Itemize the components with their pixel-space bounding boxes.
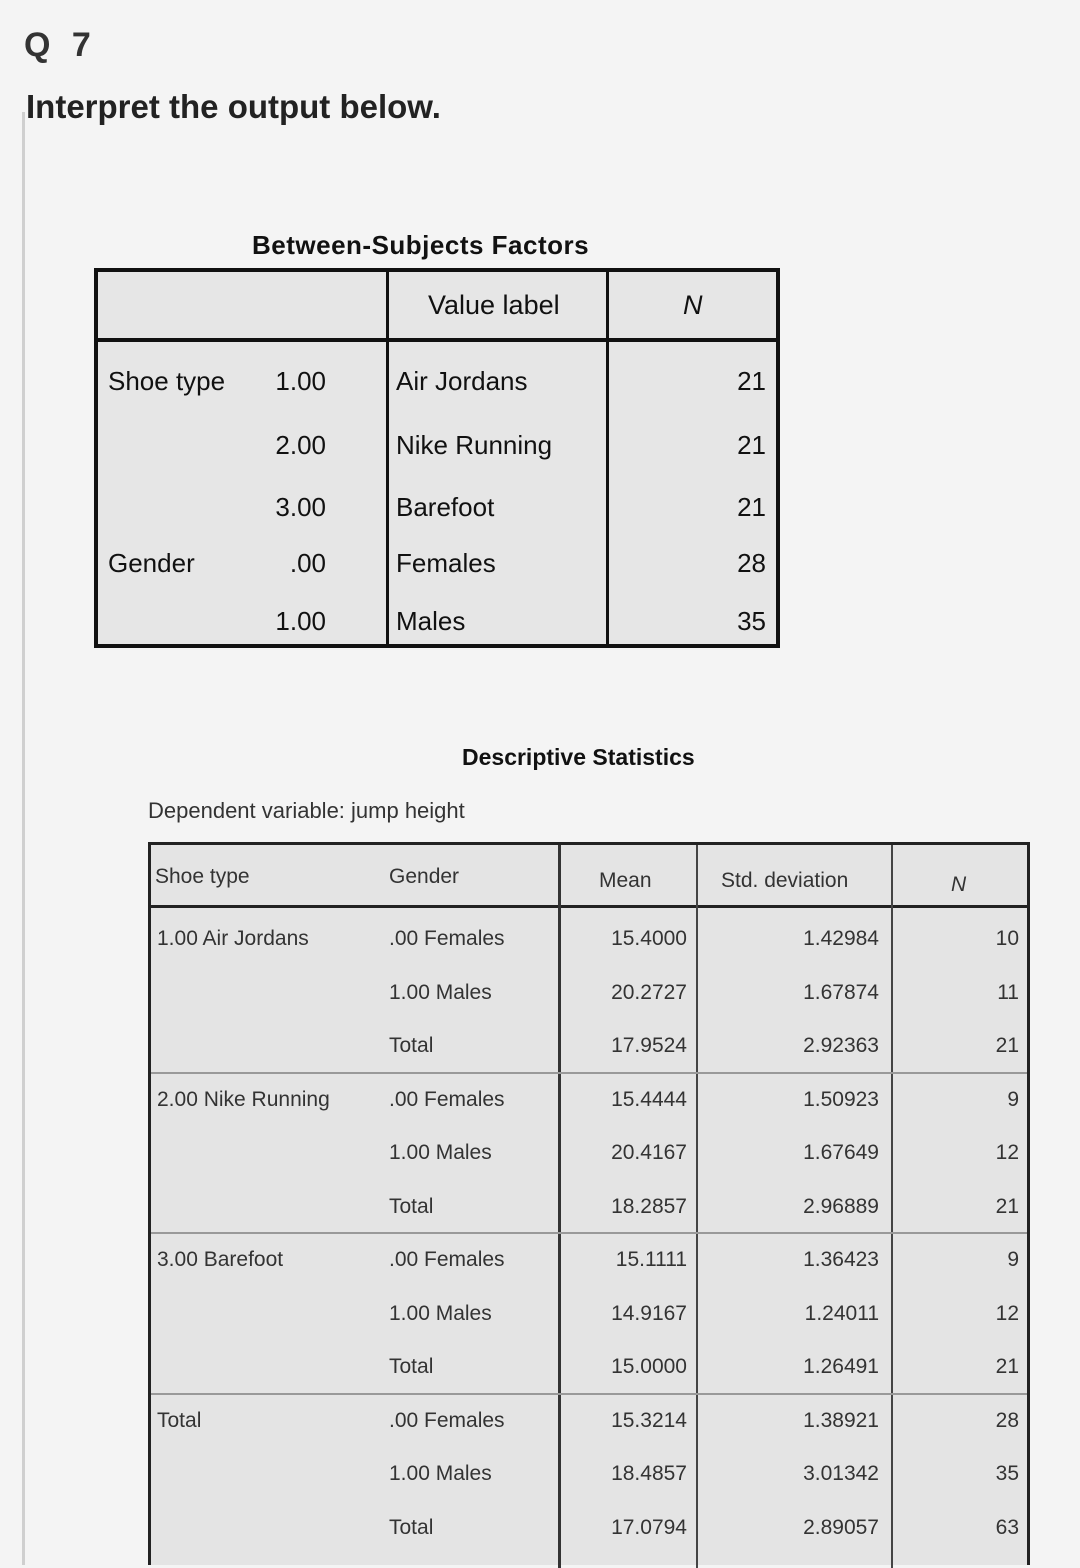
mean-cell: 20.4167 [611, 1141, 687, 1164]
gender-cell: Total [389, 1515, 434, 1539]
value-label: Barefoot [396, 492, 495, 522]
mean-cell: 15.1111 [615, 1248, 687, 1271]
n-cell: 10 [995, 927, 1019, 950]
std-deviation-cell: 1.26491 [803, 1355, 879, 1378]
std-deviation-cell: 2.89057 [803, 1515, 879, 1539]
mean-cell: 15.4444 [611, 1087, 687, 1111]
std-deviation-cell: 1.67649 [803, 1141, 879, 1164]
level-value: 2.00 [275, 430, 326, 460]
level-value: 1.00 [275, 606, 326, 636]
std-deviation-cell: 1.67874 [803, 980, 879, 1004]
column-divider [891, 845, 893, 1568]
value-label: Air Jordans [396, 366, 528, 396]
header-n: N [951, 873, 967, 896]
shoe-type-cell: 1.00 Air Jordans [157, 927, 309, 950]
std-deviation-cell: 1.24011 [804, 1301, 879, 1325]
std-deviation-cell: 1.50923 [803, 1087, 879, 1111]
header-value-label: Value label [428, 290, 560, 320]
gender-cell: .00 Females [389, 1408, 505, 1432]
group-divider [151, 1232, 1027, 1234]
shoe-type-cell: 2.00 Nike Running [157, 1087, 330, 1111]
std-deviation-cell: 2.92363 [803, 1034, 879, 1057]
std-deviation-cell: 3.01342 [803, 1462, 879, 1485]
header-rule [151, 905, 1027, 908]
descriptives-title: Descriptive Statistics [462, 744, 695, 770]
group-divider [151, 1072, 1027, 1074]
n-cell: 21 [995, 1034, 1019, 1057]
n-cell: 11 [997, 980, 1019, 1004]
mean-cell: 15.3214 [611, 1408, 687, 1432]
std-deviation-cell: 2.96889 [803, 1194, 879, 1218]
gender-cell: .00 Females [389, 1248, 505, 1271]
between-subjects-table [94, 268, 780, 648]
column-divider [606, 272, 609, 644]
gender-cell: Total [389, 1355, 434, 1378]
mean-cell: 14.9167 [611, 1301, 687, 1325]
header-n: N [683, 290, 703, 320]
gender-cell: Total [389, 1034, 434, 1057]
mean-cell: 15.4000 [611, 927, 687, 950]
std-deviation-cell: 1.38921 [803, 1408, 879, 1432]
gender-cell: 1.00 Males [389, 980, 492, 1004]
gender-cell: 1.00 Males [389, 1462, 492, 1485]
mean-cell: 15.0000 [611, 1355, 687, 1378]
header-std-deviation: Std. deviation [721, 869, 849, 892]
value-label: Males [396, 606, 466, 636]
level-value: .00 [289, 548, 326, 578]
header-shoe-type: Shoe type [155, 865, 250, 888]
n-value: 21 [737, 492, 766, 522]
header-mean: Mean [599, 869, 652, 892]
n-cell: 35 [995, 1462, 1019, 1485]
mean-cell: 17.9524 [611, 1034, 687, 1057]
factor-label: Shoe type [108, 366, 226, 396]
gender-cell: .00 Females [389, 927, 505, 950]
shoe-type-cell: 3.00 Barefoot [157, 1248, 284, 1271]
n-cell: 21 [995, 1355, 1019, 1378]
column-divider [696, 845, 698, 1568]
n-cell: 12 [995, 1301, 1019, 1325]
mean-cell: 18.2857 [611, 1194, 687, 1218]
gender-cell: 1.00 Males [389, 1301, 492, 1325]
n-cell: 63 [995, 1515, 1019, 1539]
level-value: 1.00 [275, 366, 326, 396]
factor-label: Gender [108, 548, 195, 578]
std-deviation-cell: 1.42984 [803, 927, 879, 950]
header-gender: Gender [389, 865, 460, 888]
question-prompt: Interpret the output below. [26, 88, 441, 125]
between-subjects-title: Between-Subjects Factors [252, 230, 590, 260]
n-value: 35 [737, 606, 766, 636]
gender-cell: .00 Females [389, 1087, 505, 1111]
question-number: Q 7 [24, 26, 97, 64]
mean-cell: 18.4857 [611, 1462, 687, 1485]
mean-cell: 20.2727 [611, 980, 687, 1004]
dependent-variable-label: Dependent variable: jump height [148, 798, 465, 823]
n-value: 21 [737, 366, 766, 396]
gender-cell: Total [389, 1194, 434, 1218]
n-cell: 12 [995, 1141, 1019, 1164]
n-cell: 28 [995, 1408, 1019, 1432]
value-label: Females [396, 548, 496, 578]
mean-cell: 17.0794 [611, 1515, 687, 1539]
std-deviation-cell: 1.36423 [803, 1248, 879, 1271]
n-cell: 9 [1007, 1248, 1019, 1271]
n-value: 21 [737, 430, 766, 460]
value-label: Nike Running [396, 430, 553, 460]
level-value: 3.00 [275, 492, 326, 522]
descriptives-table [148, 842, 1030, 1565]
shoe-type-cell: Total [157, 1408, 202, 1432]
group-divider [151, 1393, 1027, 1395]
column-divider [558, 845, 561, 1568]
n-value: 28 [737, 548, 766, 578]
n-cell: 9 [1007, 1087, 1019, 1111]
left-margin-rule [22, 112, 25, 1565]
gender-cell: 1.00 Males [389, 1141, 492, 1164]
n-cell: 21 [995, 1194, 1019, 1218]
table-header [98, 272, 776, 342]
column-divider [386, 272, 389, 644]
